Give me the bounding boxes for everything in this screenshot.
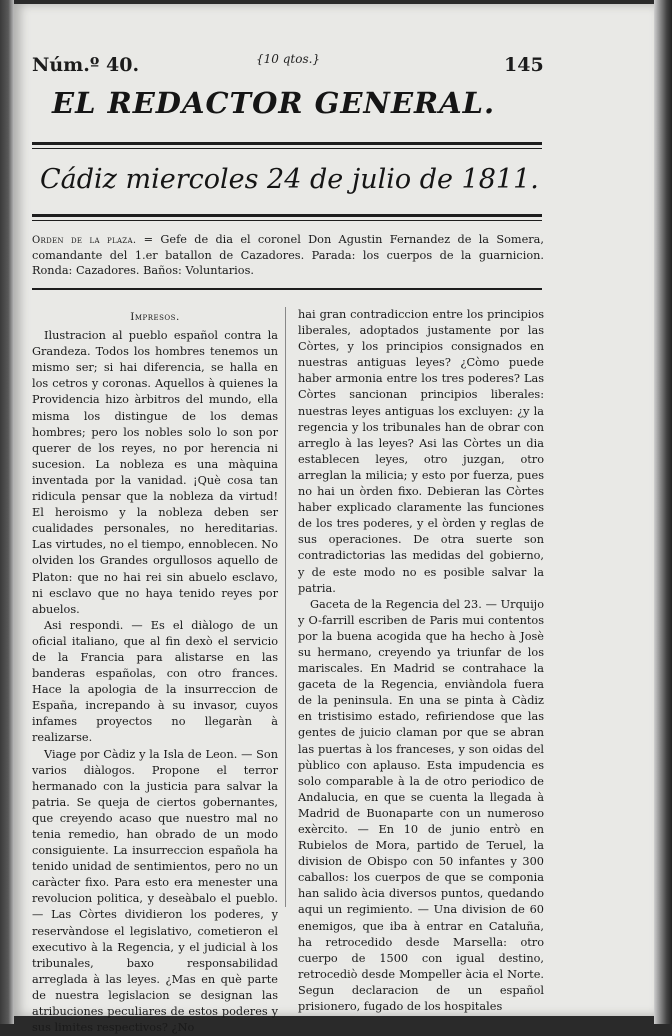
section-title-impresos: Impresos. [130, 311, 180, 323]
dateline-rule-thin [32, 220, 542, 221]
right-column [298, 307, 544, 1015]
dateline-rule-thick [32, 214, 542, 217]
newspaper-page [14, 4, 654, 1035]
masthead-rule-thin [32, 148, 542, 149]
column-divider [285, 307, 286, 907]
dateline: Cádiz miercoles 24 de julio de 1811. [40, 164, 539, 195]
issue-price: {10 qtos.} [256, 52, 321, 66]
issue-number: Núm.º 40. [32, 54, 140, 76]
orden-de-la-plaza [32, 232, 544, 278]
paragraph-asi-respondi: Asi respondi. — Es el diàlogo de un oficial italiano, que al fin dexò el servicio de la Francia para alistarse en las banderas españolas, con otro frances. Hace la apologia de la insurreccion de España, increpando à su invasor, cuyos infames proyectos no llegaràn à realizarse. [32, 618, 278, 745]
orden-label: Orden de la plaza. [32, 235, 137, 246]
paragraph-gaceta: Gaceta de la Regencia del 23. — Urquijo y O-farrill escriben de Paris mui contentos por la buena acogida que ha hecho à Josè su hermano, creyendo ya triunfar de los mariscales. En Madrid se contrahace la gaceta de la Regencia, enviàndola fuera de la peninsula. En una se pinta à Càdiz en tristisimo estado, refiriendose que las gentes de juicio claman por que se abran las puertas à los franceses, y son oidas del pùblico con aplauso. Esta impudencia es solo comparable à la de otro periodico de Andalucia, en que se cuenta la llegada à Madrid de Buonaparte con un numeroso exèrcito. — En 10 de junio entrò en Rubielos de Mora, partido de Teruel, la division de Obispo con 50 infantes y 300 caballos: los cuerpos de que se componia han salido àcia diversos puntos, quedando aqui un regimiento. — Una division de 60 enemigos, que iba à entrar en Cataluña, ha retrocedido desde Marsella: otro cuerpo de 1500 con igual destino, retrocediò desde Mompeller àcia el Norte. Segun declaracion de un español prisionero, fugado de los hospitales [298, 597, 544, 1014]
masthead-rule-thick [32, 142, 542, 145]
page-number: 145 [504, 54, 544, 76]
paragraph-viage: Viage por Càdiz y la Isla de Leon. — Son varios diàlogos. Propone el terror hermanado con la justicia para salvar la patria. Se queja de ciertos gobernantes, que creyendo acaso que nuestro mal no tenia remedio, han obrado de un modo consiguiente. La insurreccion española ha tenido unidad de sentimientos, pero no un caràcter fixo. Para esto era menester una revolucion politica, y deseàbalo el pueblo. — Las Còrtes dividieron los poderes, y reservàndose el legislativo, cometieron el executivo à la Regencia, y el judicial à los tribunales, baxo responsabilidad arreglada à las leyes. ¿Mas en què parte de nuestra legislacion se designan las atribuciones peculiares de estos poderes y sus limites respectivos? ¿No [32, 747, 278, 1035]
masthead-title: EL REDACTOR GENERAL. [52, 86, 496, 120]
paragraph-ilustracion: Ilustracion al pueblo español contra la Grandeza. Todos los hombres tenemos un mismo ser; si hai diferencia, se halla en los cetros y coronas. Aquellos à quienes la Providencia hizo àrbitros del mundo, ella misma los distingue de los demas hombres; pero los nobles solo lo son por querer de los reyes, no por herencia ni sucesion. La nobleza es una màquina inventada por la vanidad. ¡Què cosa tan ridicula pensar que la nobleza da virtud! El heroismo y la nobleza deben ser cualidades personales, no hereditarias. Las virtudes, no el tiempo, ennoblecen. No olviden los Grandes orgullosos aquello de Platon: que no hai rei sin abuelo esclavo, ni esclavo que no haya tenido reyes por abuelos. [32, 329, 278, 616]
paragraph-continuation: hai gran contradiccion entre los principios liberales, adoptados justamente por las Còrtes, y los principios consignados en nuestras antiguas leyes? ¿Còmo puede haber armonia entre los tres poderes? Las Còrtes sancionan principios liberales: nuestras leyes antiguas los excluyen: ¿y la regencia y los tribunales han de obrar con arreglo à las leyes? Asi las Còrtes un dia establecen leyes, otro juzgan, otro arreglan la milicia; y esto por fuerza, pues no hai un òrden fixo. Debieran las Còrtes haber explicado claramente las funciones de los tres poderes, y el òrden y reglas de sus operaciones. De otra suerte son contradictorias las medidas del gobierno, y de este modo no es posible salvar la patria. [298, 308, 544, 595]
book-spine [0, 0, 14, 1024]
orden-text: = Gefe de dia el coronel Don Agustin Fernandez de la Somera, comandante del 1.er batallon de Cazadores. Parada: los cuerpos de la guarnicion. Ronda: Cazadores. Baños: Voluntarios. [32, 233, 544, 277]
page-edge [654, 0, 672, 1024]
section-rule [32, 288, 542, 290]
left-column [32, 307, 278, 1036]
